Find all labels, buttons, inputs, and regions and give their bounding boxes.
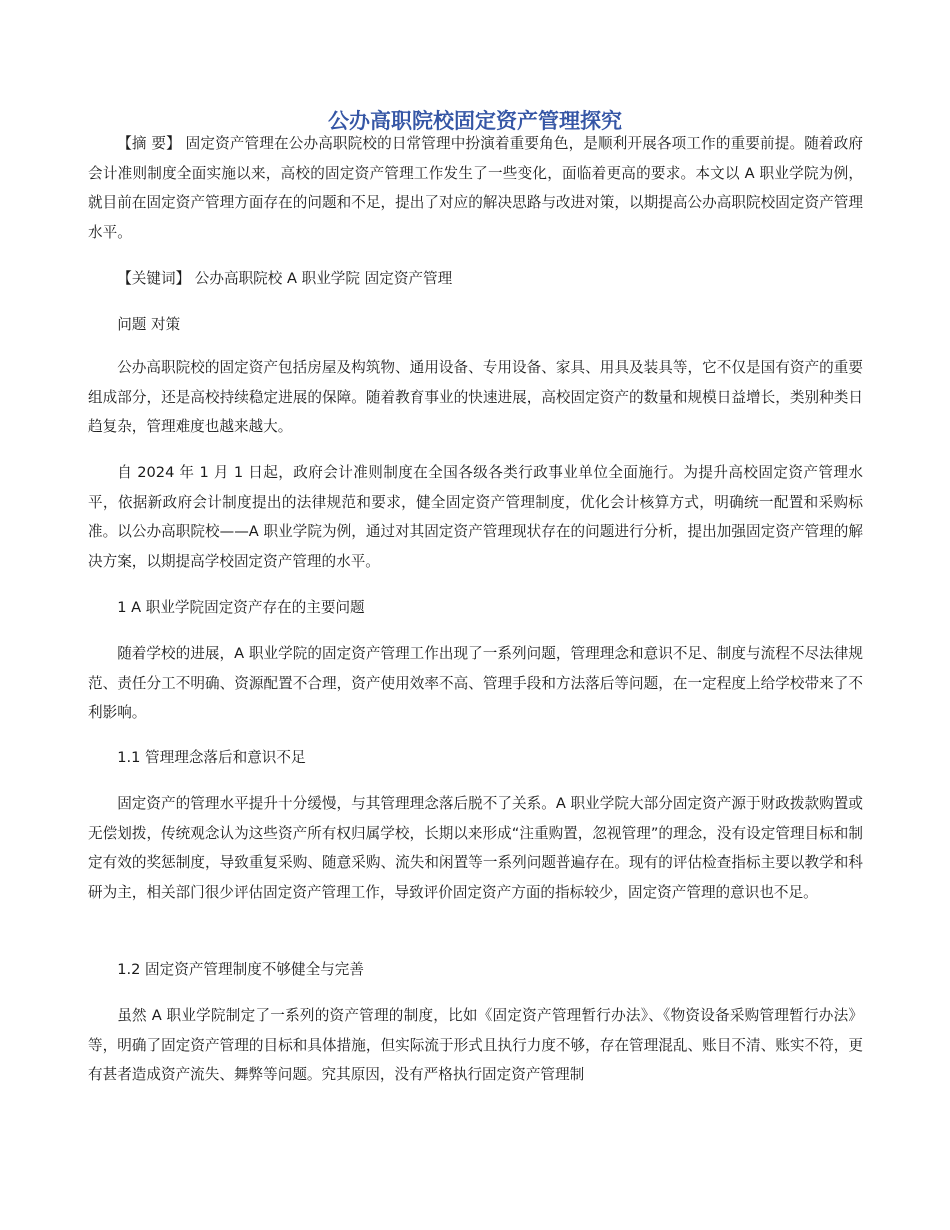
article-title: 公办高职院校固定资产管理探究 <box>328 109 622 133</box>
section-heading-1-2: 1.2 固定资产管理制度不够健全与完善 <box>117 961 364 978</box>
section-1-1-paragraph: 固定资产的管理水平提升十分缓慢，与其管理理念落后脱不了关系。A 职业学院大部分固定资产源于财政拨款购置或无偿划拨，传统观念认为这些资产所有权归属学校，长期以来形成“注重购置，忽视管理”的理念，没有设定管理目标和制定有效的奖惩制度，导致重复采购、随意采购、流失和闲置等一系列问题普遍存在。现有的评估检查指标主要以教学和科研为主，相关部门很少评估固定资产管理工作，导致评价固定资产方面的指标较少，固定资产管理的意识也不足。 <box>88 795 863 901</box>
section-heading-1-1: 1.1 管理理念落后和意识不足 <box>117 749 306 766</box>
section-1-2-paragraph: 虽然 A 职业学院制定了一系列的资产管理的制度，比如《固定资产管理暂行办法》、《物资设备采购管理暂行办法》等，明确了固定资产管理的目标和具体措施，但实际流于形式且执行力度不够，存在管理混乱、账目不清、账实不符，更有甚者造成资产流失、舞弊等问题。究其原因，没有严格执行固定资产管理制 <box>88 1007 863 1083</box>
keywords-continuation: 问题 对策 <box>117 316 181 333</box>
section-heading-1: 1 A 职业学院固定资产存在的主要问题 <box>117 599 365 616</box>
keywords-line: 【关键词】 公办高职院校 A 职业学院 固定资产管理 <box>117 270 453 287</box>
abstract-paragraph: 【摘 要】 固定资产管理在公办高职院校的日常管理中扮演着重要角色，是顺利开展各项工作的重要前提。随着政府会计准则制度全面实施以来，高校的固定资产管理工作发生了一些变化，面临着更高的要求。本文以 A 职业学院为例，就目前在固定资产管理方面存在的问题和不足，提出了对应的解决思路与改进对策，以期提高公办高职院校固定资产管理水平。 <box>88 135 863 241</box>
section-1-paragraph: 随着学校的进展，A 职业学院的固定资产管理工作出现了一系列问题，管理理念和意识不足、制度与流程不尽法律规范、责任分工不明确、资源配置不合理，资产使用效率不高、管理手段和方法落后等问题，在一定程度上给学校带来了不利影响。 <box>88 645 863 721</box>
intro-paragraph-1: 公办高职院校的固定资产包括房屋及构筑物、通用设备、专用设备、家具、用具及装具等，它不仅是国有资产的重要组成部分，还是高校持续稳定进展的保障。随着教育事业的快速进展，高校固定资产的数量和规模日益增长，类别种类日趋复杂，管理难度也越来越大。 <box>88 359 863 435</box>
intro-paragraph-2: 自 2024 年 1 月 1 日起，政府会计准则制度在全国各级各类行政事业单位全面施行。为提升高校固定资产管理水平，依据新政府会计制度提出的法律规范和要求，健全固定资产管理制度，优化会计核算方式，明确统一配置和采购标准。以公办高职院校——A 职业学院为例，通过对其固定资产管理现状存在的问题进行分析，提出加强固定资产管理的解决方案，以期提高学校固定资产管理的水平。 <box>88 464 863 570</box>
